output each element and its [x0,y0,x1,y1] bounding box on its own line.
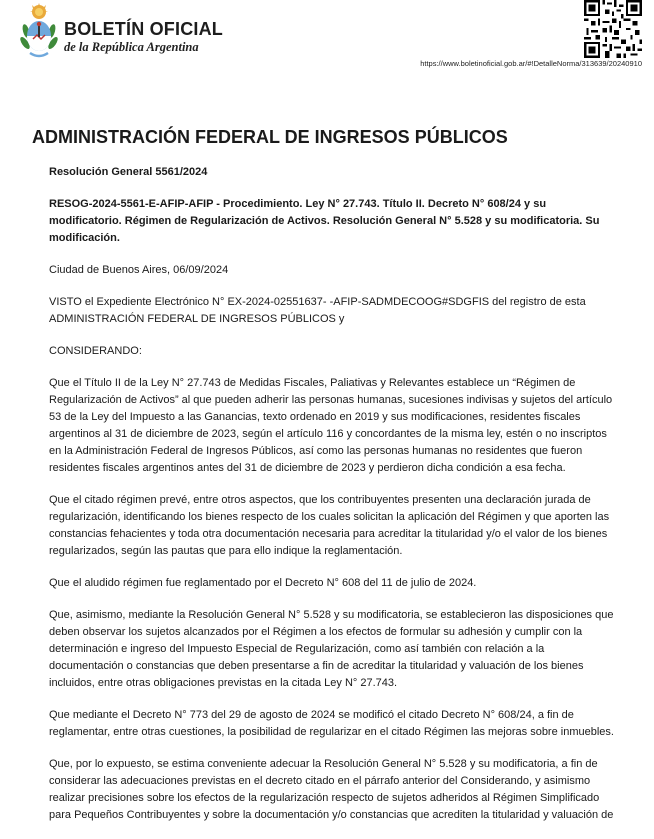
resolution-reference: RESOG-2024-5561-E-AFIP-AFIP - Procedimiento. Ley N° 27.743. Título II. Decreto N° 608/24 y su modificatorio. Régimen de Regularización de Activos. Resolución General N° 5.528 y su modificatoria. Su modificación. [49,198,600,244]
document-header [0,0,654,80]
national-coat-of-arms-icon [20,3,58,61]
considerando-paragraph: Que el Título II de la Ley N° 27.743 de Medidas Fiscales, Paliativas y Relevantes establece un “Régimen de Regularización de Activos” al que pueden adherir las personas humanas, sucesiones indivisas y sujetos del artículo 53 de la Ley del Impuesto a las Ganancias, texto ordenado en 2019 y sus modificaciones, residentes fiscales argentinos al 31 de diciembre de 2023, según el artículo 116 y concordantes de la misma ley, estén o no inscriptos en la Administración Federal de Ingresos Públicos, así como las personas humanas no residentes que fueron residentes fiscales argentinos antes del 31 de diciembre de 2023 y perdieron dicha condición a esa fecha. [49,377,613,474]
considerando-paragraph: Que mediante el Decreto N° 773 del 29 de agosto de 2024 se modificó el citado Decreto N° 608/24, a fin de reglamentar, entre otras cuestiones, la posibilidad de regularizar en el citado Régimen las mejoras sobre inmuebles. [49,709,614,738]
place-and-date: Ciudad de Buenos Aires, 06/09/2024 [49,264,229,276]
organization-heading: ADMINISTRACIÓN FEDERAL DE INGRESOS PÚBLICOS [32,127,508,147]
considerando-paragraph: Que, asimismo, mediante la Resolución General N° 5.528 y su modificatoria, se establecieron las disposiciones que deben observar los sujetos alcanzados por el Régimen a los efectos de formular su adhesión y cumplir con la determinación e ingreso del Impuesto Especial de Regularización, como así también con relación a la documentación o constancias que deben presentarse a fin de acreditar la titularidad y valuación de los bienes incluidos, entre otras obligaciones previstas en la citada Ley N° 27.743. [49,609,614,689]
considerando-paragraph: Que el citado régimen prevé, entre otros aspectos, que los contribuyentes presenten una declaración jurada de regularización, identificando los bienes respecto de los cuales solicitan la aplicación del Régimen y que aporten las constancias fehacientes y toda otra documentación necesaria para acreditar la titularidad y/o el valor de los bienes regularizados, según las pautas que para ello indique la reglamentación. [49,494,610,557]
considerando-paragraph: Que el aludido régimen fue reglamentado por el Decreto N° 608 del 11 de julio de 2024. [49,577,477,589]
considerando-paragraph: Que, por lo expuesto, se estima conveniente adecuar la Resolución General N° 5.528 y su modificatoria, a fin de considerar las adecuaciones previstas en el decreto citado en el párrafo anterior del Considerando, y asimismo realizar precisiones sobre los efectos de la regularización respecto de sujetos adheridos al Régimen Simplificado para Pequeños Contribuyentes y sobre la documentación y/o constancias que acrediten la titularidad y valuación de [49,758,614,821]
visto-paragraph: VISTO el Expediente Electrónico N° EX-2024-02551637- -AFIP-SADMDECOOG#SDGFIS del registro de esta ADMINISTRACIÓN FEDERAL DE INGRESOS PÚBLICOS y [49,296,586,325]
qr-code-icon [582,0,644,58]
resolution-number: Resolución General 5561/2024 [49,166,208,178]
bulletin-title: BOLETÍN OFICIAL [64,19,223,39]
document-body [49,164,617,839]
source-url[interactable]: https://www.boletinoficial.gob.ar/#!DetalleNorma/313639/20240910 [420,59,642,68]
bulletin-subtitle: de la República Argentina [64,40,199,54]
considerando-heading: CONSIDERANDO: [49,345,142,357]
